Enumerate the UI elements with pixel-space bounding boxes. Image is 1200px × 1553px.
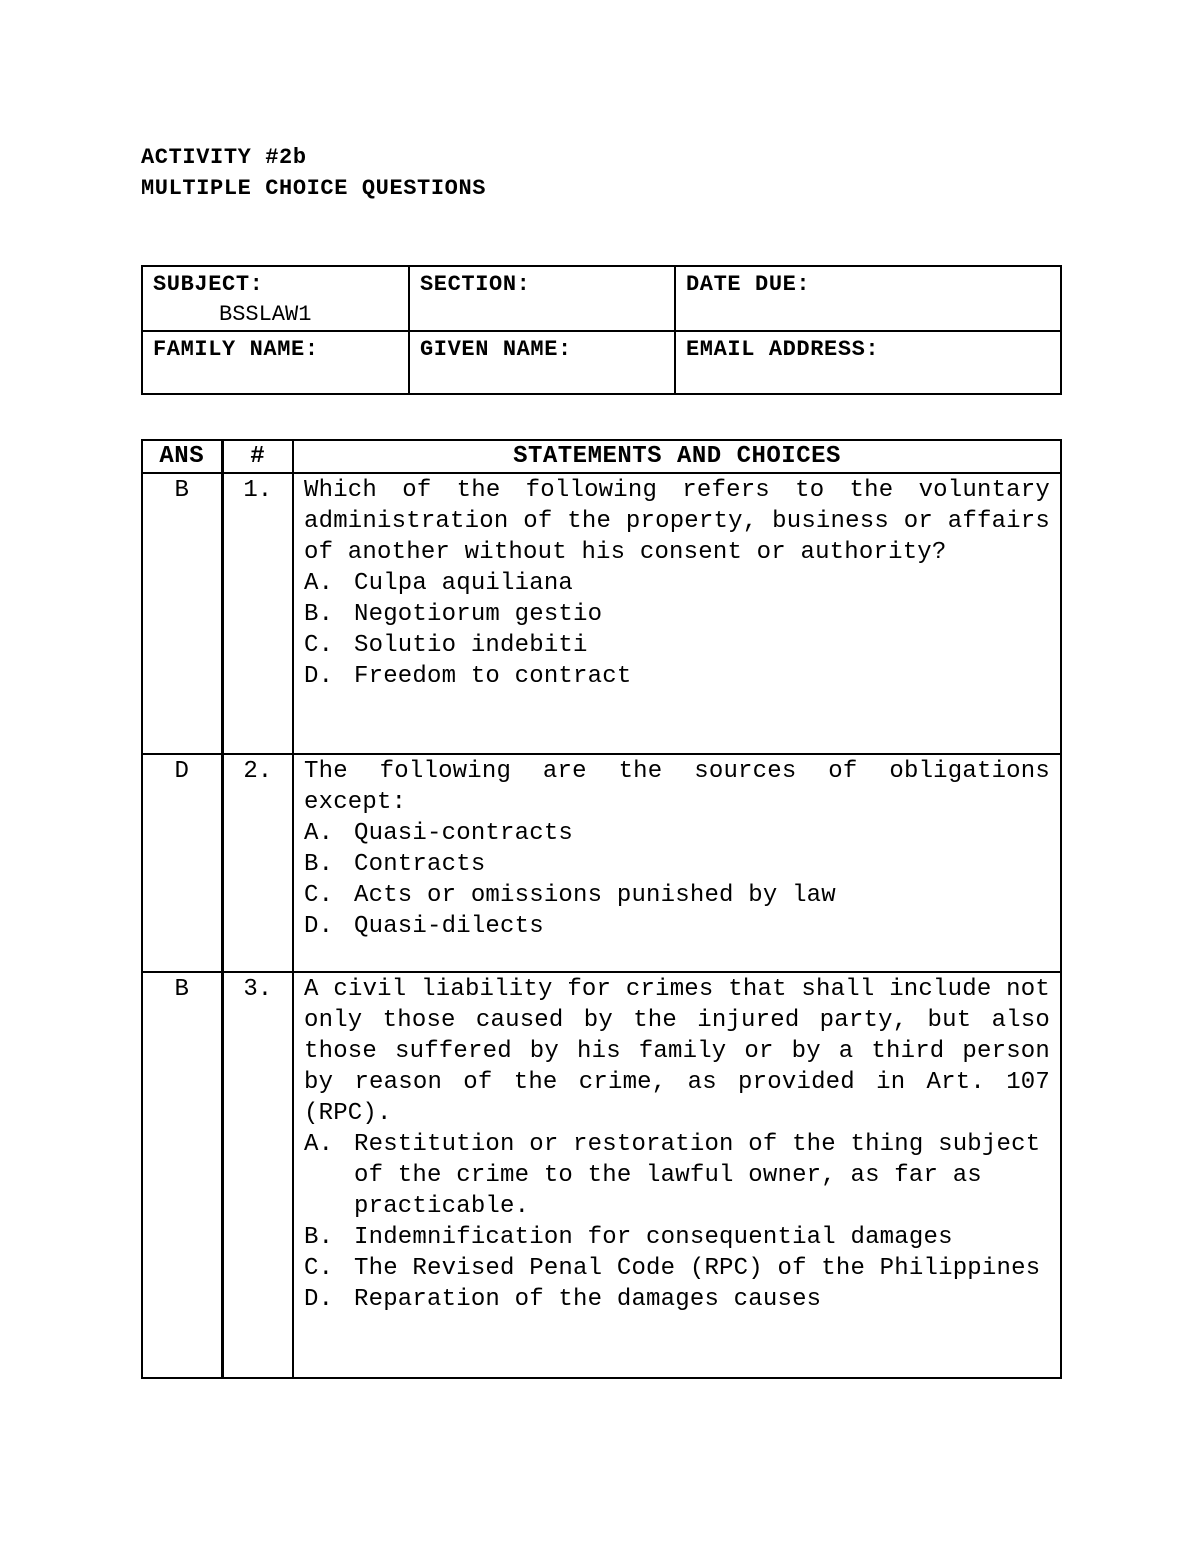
choice-text: Contracts xyxy=(354,851,486,878)
given-name-label: GIVEN NAME: xyxy=(420,337,572,362)
choice-text: Freedom to contract xyxy=(354,663,632,690)
choice-text: Reparation of the damages causes xyxy=(354,1286,822,1313)
family-name-label: FAMILY NAME: xyxy=(153,337,319,362)
choice-c xyxy=(304,1253,1050,1284)
choice-key: B. xyxy=(304,1224,334,1251)
email-label: EMAIL ADDRESS: xyxy=(686,337,880,362)
answer-cell: D xyxy=(142,754,222,972)
email-cell[interactable] xyxy=(675,331,1061,394)
header-number: # xyxy=(222,440,293,473)
table-row xyxy=(142,972,1061,1378)
choice-key: A. xyxy=(304,820,334,847)
statement-cell xyxy=(293,972,1061,1378)
section-cell[interactable] xyxy=(409,266,675,331)
info-row-1 xyxy=(142,266,1061,331)
question-number: 1. xyxy=(222,473,293,754)
choice-text: Quasi-contracts xyxy=(354,820,574,847)
choice-text: Restitution or restoration of the thing subject of the crime to the lawful owner, as far as practicable. xyxy=(354,1131,1041,1220)
date-due-cell[interactable] xyxy=(675,266,1061,331)
question-stem: The following are the sources of obligations except: xyxy=(304,758,1050,816)
question-number: 2. xyxy=(222,754,293,972)
choice-b xyxy=(304,1222,1050,1253)
choice-key: C. xyxy=(304,1255,334,1282)
choice-b xyxy=(304,599,1050,630)
student-info-table xyxy=(141,265,1062,395)
choice-a xyxy=(304,568,1050,599)
choice-key: D. xyxy=(304,663,334,690)
date-due-label: DATE DUE: xyxy=(686,272,811,297)
statement-cell xyxy=(293,473,1061,754)
activity-title: ACTIVITY #2b xyxy=(141,145,307,170)
choice-text: Quasi-dilects xyxy=(354,913,544,940)
subject-value: BSSLAW1 xyxy=(219,302,312,327)
table-row xyxy=(142,754,1061,972)
choice-d xyxy=(304,661,1050,692)
choice-c xyxy=(304,630,1050,661)
choice-text: The Revised Penal Code (RPC) of the Philippines xyxy=(354,1255,1041,1282)
choice-key: B. xyxy=(304,851,334,878)
choice-text: Acts or omissions punished by law xyxy=(354,882,836,909)
section-label: SECTION: xyxy=(420,272,531,297)
info-row-2 xyxy=(142,331,1061,394)
document-heading xyxy=(141,142,486,204)
family-name-cell[interactable] xyxy=(142,331,409,394)
choice-c xyxy=(304,880,1050,911)
answer-cell: B xyxy=(142,473,222,754)
choice-key: D. xyxy=(304,913,334,940)
choice-a xyxy=(304,818,1050,849)
header-ans: ANS xyxy=(142,440,222,473)
choice-text: Culpa aquiliana xyxy=(354,570,574,597)
choice-key: D. xyxy=(304,1286,334,1313)
choice-key: B. xyxy=(304,601,334,628)
questions-table xyxy=(141,439,1062,1379)
choice-b xyxy=(304,849,1050,880)
choice-text: Indemnification for consequential damages xyxy=(354,1224,953,1251)
header-statements: STATEMENTS AND CHOICES xyxy=(293,440,1061,473)
choice-d xyxy=(304,911,1050,942)
given-name-cell[interactable] xyxy=(409,331,675,394)
choice-a xyxy=(304,1129,1050,1222)
question-number: 3. xyxy=(222,972,293,1378)
answer-cell: B xyxy=(142,972,222,1378)
table-row xyxy=(142,473,1061,754)
subject-label: SUBJECT: xyxy=(153,272,264,297)
choice-text: Negotiorum gestio xyxy=(354,601,603,628)
questions-header-row xyxy=(142,440,1061,473)
choice-key: C. xyxy=(304,632,334,659)
activity-subtitle: MULTIPLE CHOICE QUESTIONS xyxy=(141,176,487,201)
choice-d xyxy=(304,1284,1050,1315)
question-stem: Which of the following refers to the voluntary administration of the property, business or affairs of another without his consent or authority? xyxy=(304,477,1050,566)
choice-key: C. xyxy=(304,882,334,909)
statement-cell xyxy=(293,754,1061,972)
choice-text: Solutio indebiti xyxy=(354,632,588,659)
subject-cell xyxy=(142,266,409,331)
choice-key: A. xyxy=(304,1131,334,1158)
choice-key: A. xyxy=(304,570,334,597)
question-stem: A civil liability for crimes that shall include not only those caused by the injured party, but also those suffered by his family or by a third person by reason of the crime, as provided in Art. 107 (RPC). xyxy=(304,976,1050,1127)
